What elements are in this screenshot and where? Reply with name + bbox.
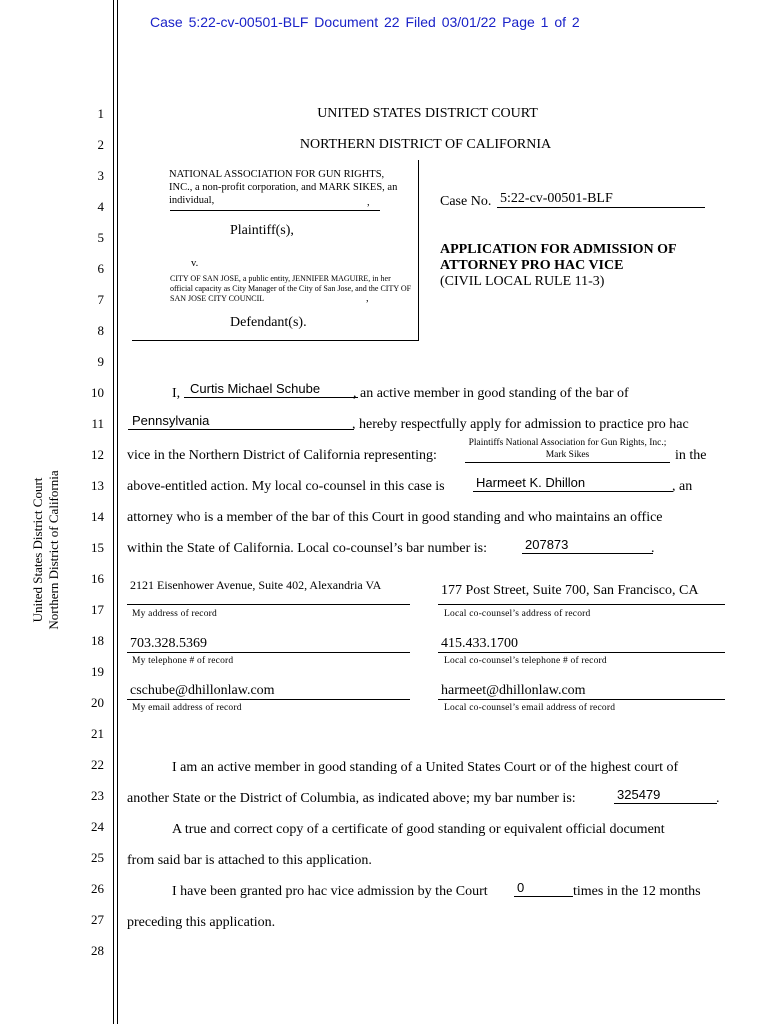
line-number: 4 (97, 199, 104, 214)
line-number: 28 (91, 943, 104, 958)
line-number: 1 (97, 106, 104, 121)
line13-suffix: , an (672, 479, 693, 494)
line-number: 8 (97, 323, 104, 338)
my-address-label: My address of record (132, 609, 217, 619)
line10-prefix: I, (172, 386, 181, 401)
local-address-rule (438, 604, 725, 605)
side-label-line2: Northern District of California (46, 470, 61, 630)
versus: v. (191, 258, 199, 269)
plaintiff-comma: , (367, 197, 370, 208)
line-number: 26 (91, 881, 104, 896)
application-title-line2: ATTORNEY PRO HAC VICE (440, 258, 624, 273)
line22: I am an active member in good standing of a United States Court or of the highest court of (172, 760, 679, 775)
line-number: 24 (91, 819, 104, 834)
bar-number-field[interactable]: 325479 (614, 787, 717, 804)
my-phone-rule (127, 652, 410, 653)
court-side-label (30, 450, 62, 650)
line12-suffix: in the (675, 448, 707, 463)
co-counsel-bar-field[interactable]: 207873 (522, 537, 653, 554)
case-number: 5:22-cv-00501-BLF (497, 191, 705, 208)
line-number: 17 (91, 602, 104, 617)
caption-divider (418, 160, 419, 340)
times-field[interactable]: 0 (514, 880, 573, 897)
local-phone-rule (438, 652, 725, 653)
line13-prefix: above-entitled action. My local co-counsel in this case is (127, 479, 445, 494)
line-number: 7 (97, 292, 104, 307)
line12-prefix: vice in the Northern District of California representing: (127, 448, 437, 463)
line-number: 25 (91, 850, 104, 865)
my-phone[interactable]: 703.328.5369 (130, 636, 207, 651)
left-margin-rule (113, 0, 114, 1024)
line-number: 23 (91, 788, 104, 803)
line24: A true and correct copy of a certificate of good standing or equivalent official document (172, 822, 665, 837)
line-number: 16 (91, 571, 104, 586)
defendant-label: Defendant(s). (230, 315, 307, 330)
line23-prefix: another State or the District of Columbia, as indicated above; my bar number is: (127, 791, 576, 806)
line26-suffix: times in the 12 months (573, 884, 701, 899)
defendant-names: CITY OF SAN JOSE, a public entity, JENNIFER MAGUIRE, in her official capacity as City Manager of the City of San Jose, and the CITY OF SAN JOSE CITY COUNCIL (170, 274, 412, 303)
line-number: 14 (91, 509, 104, 524)
line-number: 9 (97, 354, 104, 369)
line14: attorney who is a member of the bar of this Court in good standing and who maintains an office (127, 510, 663, 525)
line-number: 6 (97, 261, 104, 276)
co-counsel-field[interactable]: Harmeet K. Dhillon (473, 475, 673, 492)
local-address-label: Local co-counsel’s address of record (444, 609, 591, 619)
line-number: 10 (91, 385, 104, 400)
representing-field[interactable]: Plaintiffs National Association for Gun Rights, Inc.; Mark Sikes (465, 437, 670, 463)
defendant-comma: , (366, 293, 369, 304)
left-margin-rule-inner (117, 0, 118, 1024)
line-number: 3 (97, 168, 104, 183)
line-number: 2 (97, 137, 104, 152)
line-number: 18 (91, 633, 104, 648)
my-email[interactable]: cschube@dhillonlaw.com (130, 683, 275, 698)
document-header: Case 5:22-cv-00501-BLF Document 22 Filed 03/01/22 Page 1 of 2 (150, 14, 580, 30)
local-phone[interactable]: 415.433.1700 (441, 636, 518, 651)
line-number: 5 (97, 230, 104, 245)
my-address[interactable]: 2121 Eisenhower Avenue, Suite 402, Alexandria VA (130, 578, 382, 592)
plaintiff-names: NATIONAL ASSOCIATION FOR GUN RIGHTS, INC., a non-profit corporation, and MARK SIKES, an individual, (169, 169, 398, 206)
local-email-rule (438, 699, 725, 700)
application-title-line1: APPLICATION FOR ADMISSION OF (440, 242, 677, 257)
line11-suffix: , hereby respectfully apply for admission to practice pro hac (352, 417, 689, 432)
line15-prefix: within the State of California. Local co-counsel’s bar number is: (127, 541, 488, 556)
line25: from said bar is attached to this application. (127, 853, 372, 868)
line10-suffix: , an active member in good standing of the bar of (353, 386, 629, 401)
caption-rule-bottom (132, 340, 419, 341)
court-name: UNITED STATES DISTRICT COURT (317, 106, 538, 121)
line-number: 19 (91, 664, 104, 679)
application-title-line3: (CIVIL LOCAL RULE 11-3) (440, 274, 605, 289)
side-label-line1: United States District Court (30, 477, 45, 623)
line23-suffix: . (716, 791, 720, 806)
case-number-label: Case No. (440, 194, 492, 209)
line-number: 20 (91, 695, 104, 710)
my-address-rule (127, 604, 410, 605)
attorney-name-field[interactable]: Curtis Michael Schube (184, 381, 358, 398)
line15-suffix: . (651, 541, 655, 556)
line-number: 22 (91, 757, 104, 772)
line26-prefix: I have been granted pro hac vice admission by the Court (172, 884, 488, 899)
bar-state-field[interactable]: Pennsylvania (128, 413, 354, 430)
line-number: 13 (91, 478, 104, 493)
local-address[interactable]: 177 Post Street, Suite 700, San Francisco, CA (441, 583, 699, 598)
line-number: 21 (91, 726, 104, 741)
local-email[interactable]: harmeet@dhillonlaw.com (441, 683, 586, 698)
plaintiff-label: Plaintiff(s), (230, 223, 294, 238)
line-number: 12 (91, 447, 104, 462)
court-district: NORTHERN DISTRICT OF CALIFORNIA (299, 137, 552, 152)
line-number: 11 (91, 416, 104, 431)
my-email-label: My email address of record (132, 703, 242, 713)
caption-rule-plaintiff (170, 210, 380, 211)
my-phone-label: My telephone # of record (132, 656, 234, 666)
local-phone-label: Local co-counsel’s telephone # of record (444, 656, 607, 666)
my-email-rule (127, 699, 410, 700)
line-number: 27 (91, 912, 104, 927)
local-email-label: Local co-counsel’s email address of record (444, 703, 616, 713)
line27: preceding this application. (127, 915, 276, 930)
line-number: 15 (91, 540, 104, 555)
